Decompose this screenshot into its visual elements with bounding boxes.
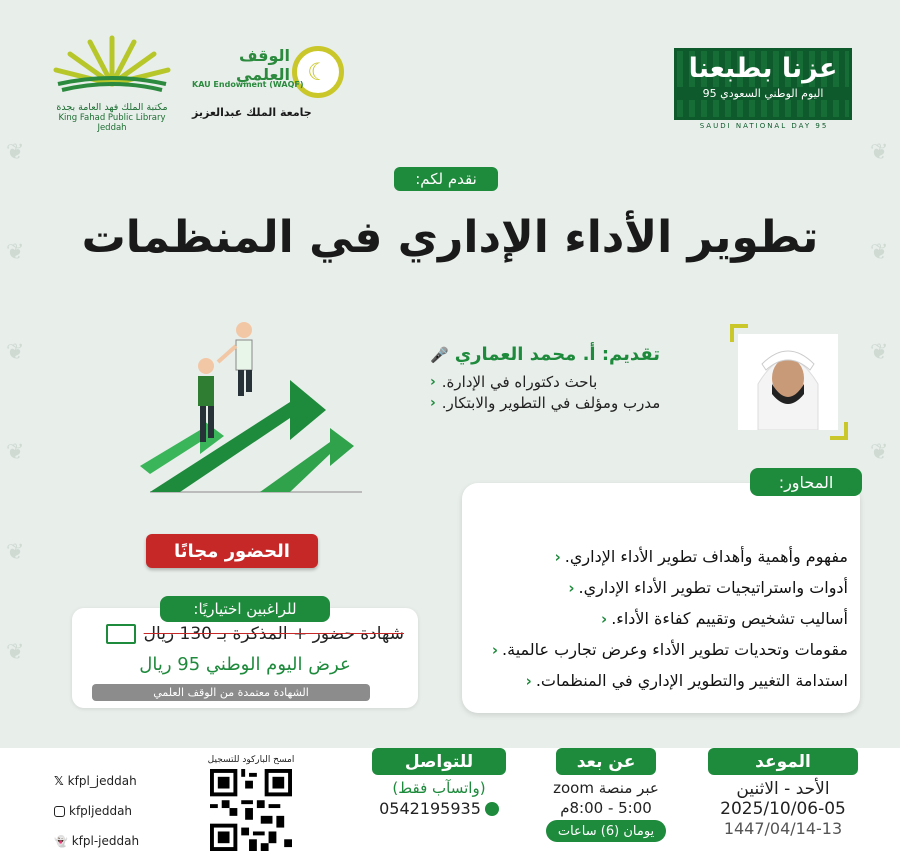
endowment-name-en: KAU Endowment (WAQF) [192,80,304,89]
remote-duration: يومان (6) ساعات [546,820,666,842]
schedule-section [708,748,858,838]
certificate-icon [106,624,136,644]
presenter-photo-frame [730,324,848,440]
topics-header: المحاور: [750,468,862,496]
national-day-title-en: SAUDI NATIONAL DAY 95 [699,122,829,130]
snapchat-icon: 👻 [54,834,68,848]
kau-endowment-logo [192,44,352,124]
main-title: تطوير الأداء الإداري في المنظمات [81,212,819,263]
leaf-decoration-icon: ❦ [6,340,25,365]
contact-header: للتواصل [372,748,506,775]
qr-section [206,755,296,859]
free-attendance-badge: الحضور مجانًا [146,534,318,568]
topic-item: ‹ أساليب تشخيص وتقييم كفاءة الأداء. [601,609,848,628]
microphone-icon: 🎤 [430,345,449,364]
topic-item: ‹ أدوات واستراتيجيات تطوير الأداء الإداري. [568,578,848,597]
offer-original-price: شهادة حضور + المذكرة بـ 130 ريال [143,624,404,644]
growth-illustration [140,316,368,494]
topic-item: ‹ استدامة التغيير والتطوير الإداري في المنظمات. [525,671,848,690]
presenter-bullet: ‹ مدرب ومؤلف في التطوير والابتكار. [430,394,661,412]
kau-emblem-icon: ☾ [292,46,344,98]
remote-header: عن بعد [556,748,656,775]
chevron-left-icon: ‹ [430,374,436,390]
chevron-left-icon: ‹ [430,395,436,411]
leaf-decoration-icon: ❦ [6,540,25,565]
library-logo [48,32,176,133]
chevron-left-icon: ‹ [554,547,561,566]
presenter-name: تقديم: أ. محمد العماري [454,344,661,365]
chevron-left-icon: ‹ [491,640,499,659]
leaf-decoration-icon: ❦ [6,640,25,665]
leaf-decoration-icon: ❦ [870,440,889,465]
leaf-decoration-icon: ❦ [870,240,889,265]
presenter-photo [738,334,838,430]
topic-item: ‹ مفهوم وأهمية وأهداف تطوير الأداء الإداري. [554,547,848,566]
optional-offer-card [72,608,418,708]
optional-header: للراغبين اختياريًا: [160,596,330,622]
presenter-portrait-icon [738,334,838,430]
university-name-ar: جامعة الملك عبدالعزيز [192,106,312,119]
leaf-decoration-icon: ❦ [6,240,25,265]
presenter-bullet: ‹ باحث دكتوراه في الإدارة. [430,373,598,391]
national-day-slogan: عزنا بطبعنا [688,53,838,84]
climbing-arrow-illustration-icon [140,316,368,494]
phone-number[interactable]: 0542195935 [379,799,481,818]
library-sunburst-icon [48,32,176,92]
social-links [54,766,194,856]
national-day-logo [674,48,854,132]
national-day-offer: عرض اليوم الوطني 95 ريال [139,654,351,675]
x-icon: 𝕏 [54,774,64,788]
leaf-decoration-icon: ❦ [870,340,889,365]
contact-note: (واتسآب فقط) [392,779,486,797]
schedule-days: الأحد - الاثنين [736,779,830,799]
qr-label: امسح الباركود للتسجيل [207,755,295,765]
library-name-ar: مكتبة الملك فهد العامة بجدة [56,102,168,113]
remote-time: 5:00 - 8:00م [560,799,652,817]
schedule-date-gregorian: 2025/10/06-05 [720,799,846,819]
chevron-left-icon: ‹ [525,671,532,690]
topic-item: ‹ مقومات وتحديات تطوير الأداء وعرض تجارب عالمية. [491,640,848,659]
instagram-icon [54,806,65,817]
chevron-left-icon: ‹ [568,578,575,597]
national-day-title-ar: اليوم الوطني السعودي 95 [677,87,849,100]
contact-section [372,748,506,818]
social-link-snapchat[interactable]: 👻 kfpl-jeddah [54,834,140,848]
remote-platform: عبر منصة zoom [553,779,659,797]
registration-qr-code[interactable] [210,769,292,851]
presents-badge: نقدم لكم: [394,167,498,191]
topics-card [462,483,860,713]
schedule-date-hijri: 1447/04/14-13 [723,819,843,838]
remote-section [540,748,672,842]
leaf-decoration-icon: ❦ [6,440,25,465]
whatsapp-icon [485,802,499,816]
presenter-info [430,344,722,412]
library-name-en: King Fahad Public Library Jeddah [58,113,166,133]
certified-note: الشهادة معتمدة من الوقف العلمي [92,684,370,701]
leaf-decoration-icon: ❦ [870,140,889,165]
endowment-name-ar: الوقف العلمي [236,46,290,84]
social-link-x[interactable]: 𝕏 kfpl_jeddah [54,774,137,788]
schedule-header: الموعد [708,748,858,775]
social-link-instagram[interactable]: kfpljeddah [54,796,194,826]
chevron-left-icon: ‹ [601,609,608,628]
leaf-decoration-icon: ❦ [6,140,25,165]
